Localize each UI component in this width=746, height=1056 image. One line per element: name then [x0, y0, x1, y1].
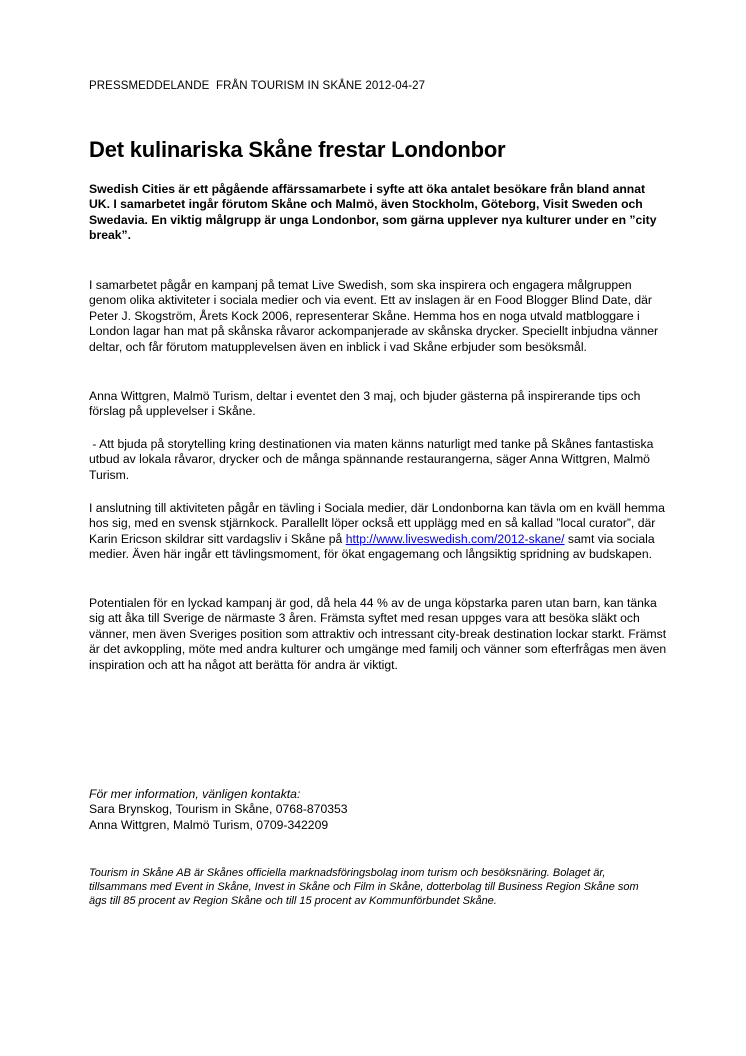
page-title: Det kulinariska Skåne frestar Londonbor: [89, 137, 506, 162]
company-footer: Tourism in Skåne AB är Skånes officiella marknadsföringsbolag inom turism och besöksnäring. Bolaget är, tillsammans med Event in Skåne, Invest in Skåne och Film in Skåne, dotterbolag till Business Region Skåne som ägs till 85 procent av Region Skåne och till 15 procent av Kommunförbundet Skåne.: [89, 867, 639, 907]
body-paragraph-2: [89, 389, 669, 420]
contact-person-1: Sara Brynskog, Tourism in Skåne, 0768-870353: [89, 802, 348, 817]
contact-label: För mer information, vänligen kontakta:: [89, 787, 301, 801]
lead-paragraph: Swedish Cities är ett pågående affärssamarbete i syfte att öka antalet besökare från bland annat UK. I samarbetet ingår förutom Skåne och Malmö, även Stockholm, Göteborg, Visit Sweden och Swedavia. En viktig målgrupp är unga Londonbor, som gärna upplever nya kulturer under en ”city break”.: [89, 182, 657, 243]
body-paragraph-4: [89, 501, 669, 563]
body-paragraph-4-after: samt via sociala medier. Även här ingår ett tävlingsmoment, för ökat engagemang och långsiktig spridning av budskapen.: [89, 531, 655, 562]
body-paragraph-1-text: I samarbetet pågår en kampanj på temat Live Swedish, som ska inspirera och engagera målgruppen genom olika aktiviteter i sociala medier och via event. Ett av inslagen är en Food Blogger Blind Date, där Peter J. Skogström, Årets Kock 2006, representerar Skåne. Hemma hos en noga utvald matbloggare i London lagar han mat på skånska råvaror ackompanjerade av skånska drycker. Speciellt inbjudna vänner deltar, och får förutom matupplevelsen även en inblick i vad Skåne erbjuder som besöksmål.: [89, 278, 659, 354]
body-paragraph-5-text: Potentialen för en lyckad kampanj är god, då hela 44 % av de unga köpstarka paren utan barn, kan tänka sig att åka till Sverige de närmaste 3 åren. Främsta syftet med resan uppges vara att besöka släkt och vänner, men även Sveriges position som attraktiv och intressant city-break destination lockar starkt. Främst är det avkoppling, möte med andra kulturer och umgänge med familj och vänner som efterfrågas men även inspiration och att ha något att berätta för andra är viktigt.: [89, 596, 667, 672]
quote-paragraph-text: - Att bjuda på storytelling kring destinationen via maten känns naturligt med tanke på Skånes fantastiska utbud av lokala råvaror, drycker och de många spännande restaurangerna, säger Anna Wittgren, Malmö Turism.: [89, 437, 657, 482]
contact-block: [89, 787, 348, 833]
body-paragraph-3: [89, 437, 669, 483]
body-paragraph-1: [89, 278, 669, 355]
liveswedish-link[interactable]: http://www.liveswedish.com/2012-skane/: [345, 531, 565, 546]
body-paragraph-2-text: Anna Wittgren, Malmö Turism, deltar i eventet den 3 maj, och bjuder gästerna på inspirerande tips och förslag på upplevelser i Skåne.: [89, 389, 641, 419]
contact-person-2: Anna Wittgren, Malmö Turism, 0709-342209: [89, 817, 329, 832]
body-paragraph-4-before: I anslutning till aktiviteten pågår en tävling i Sociala medier, där Londonborna kan tävla om en kväll hemma hos sig, med en svensk stjärnkock. Parallellt löper också ett upplägg med en så kallad ”local curator”, där Karin Ericson skildrar sitt vardagsliv i Skåne på: [89, 501, 665, 546]
press-release-header: PRESSMEDDELANDE FRÅN TOURISM IN SKÅNE 2012-04-27: [89, 80, 426, 92]
body-paragraph-4-text: [89, 501, 669, 563]
body-paragraph-5: [89, 596, 669, 673]
